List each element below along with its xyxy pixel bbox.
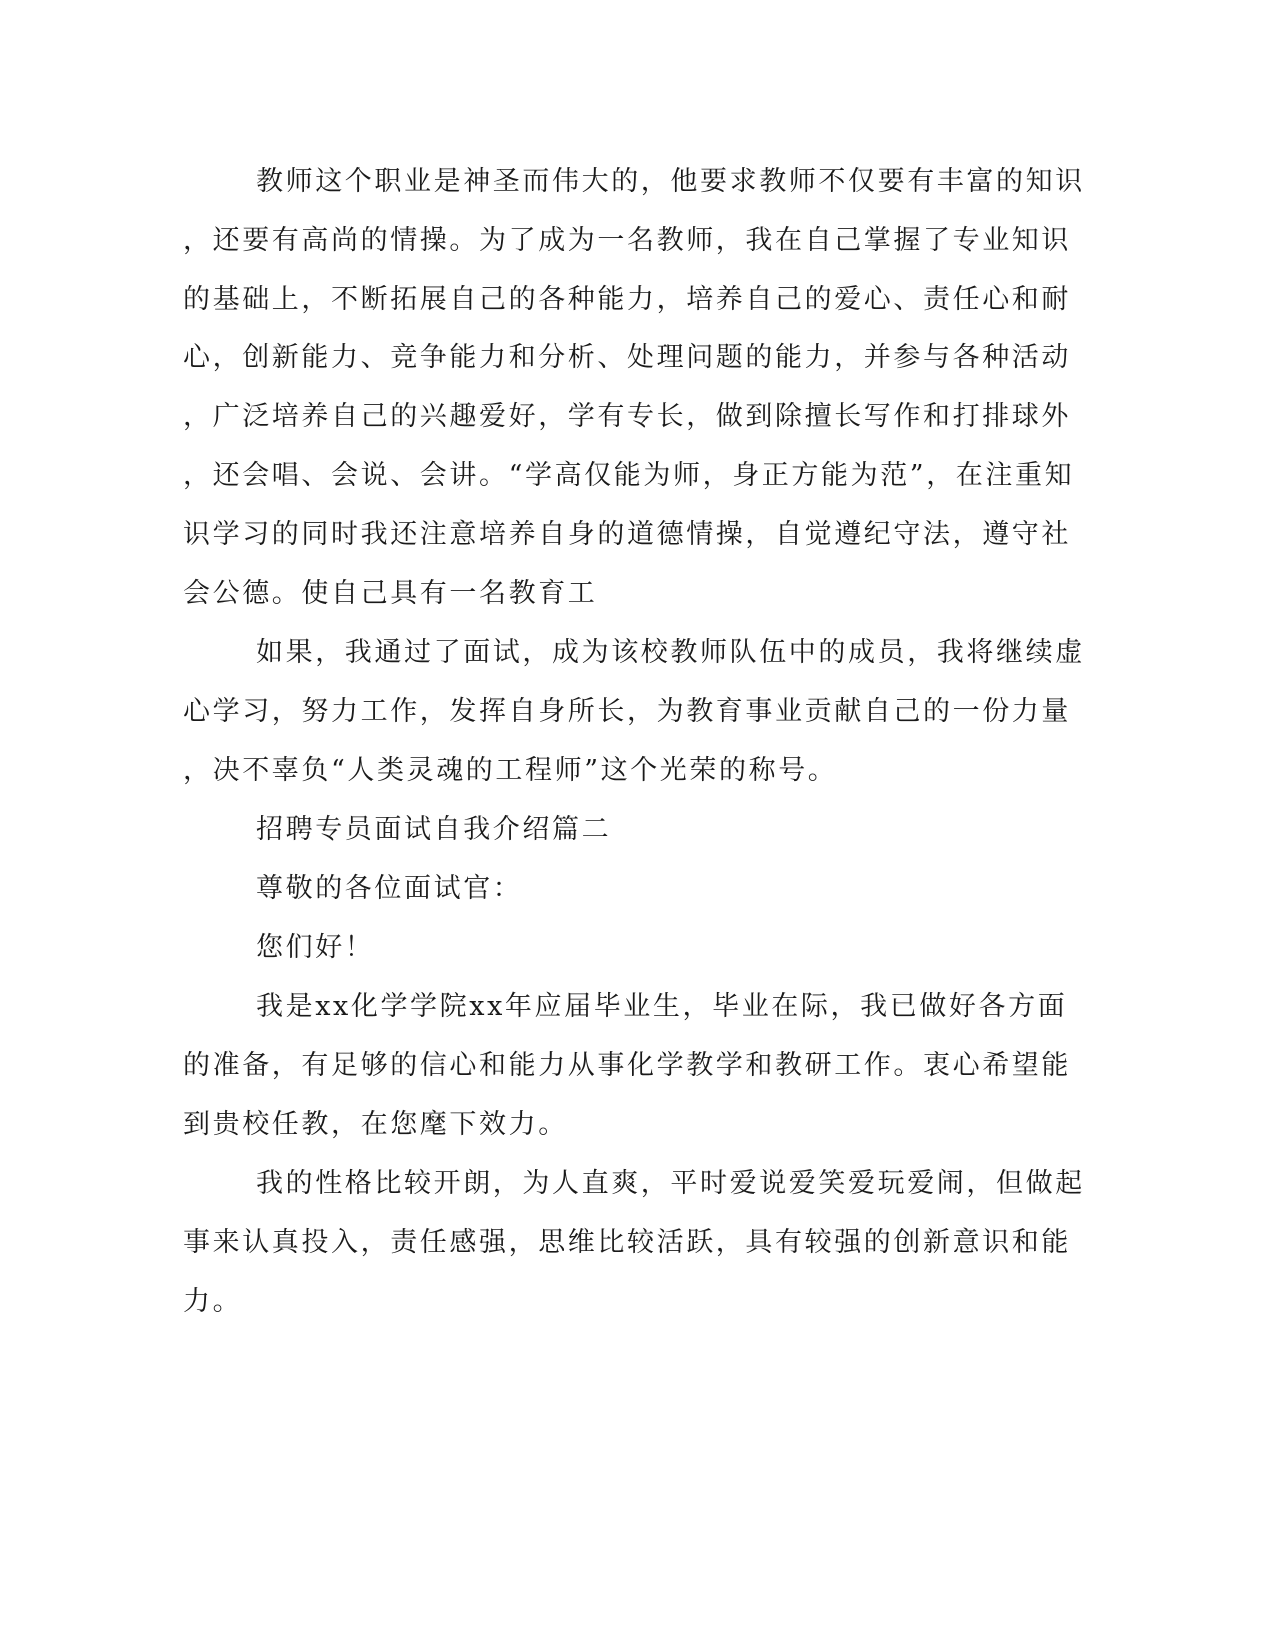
paragraph-4-line-2: 事来认真投入，责任感强，思维比较活跃，具有较强的创新意识和能: [183, 1227, 1071, 1258]
paragraph-3-line-2: 的准备，有足够的信心和能力从事化学教学和教研工作。衷心希望能: [183, 1050, 1071, 1081]
paragraph-1-line-1: 教师这个职业是神圣而伟大的，他要求教师不仅要有丰富的知识: [256, 166, 1085, 197]
paragraph-3-line-3: 到贵校任教，在您麾下效力。: [183, 1109, 568, 1140]
paragraph-4-line-3: 力。: [183, 1286, 243, 1317]
paragraph-1-line-3: 的基础上，不断拓展自己的各种能力，培养自己的爱心、责任心和耐: [183, 284, 1071, 315]
paragraph-3-line-1: 我是xx化学学院xx年应届毕业生，毕业在际，我已做好各方面: [256, 991, 1068, 1022]
paragraph-1-line-7: 识学习的同时我还注意培养自身的道德情操，自觉遵纪守法，遵守社: [183, 519, 1071, 550]
paragraph-1-line-6: ，还会唱、会说、会讲。“学高仅能为师，身正方能为范”，在注重知: [183, 460, 1075, 491]
paragraph-2-line-2: 心学习，努力工作，发挥自身所长，为教育事业贡献自己的一份力量: [183, 696, 1071, 727]
paragraph-4-line-1: 我的性格比较开朗，为人直爽，平时爱说爱笑爱玩爱闹，但做起: [256, 1168, 1085, 1199]
paragraph-1-line-5: ，广泛培养自己的兴趣爱好，学有专长，做到除擅长写作和打排球外: [183, 401, 1071, 432]
paragraph-1-line-8: 会公德。使自己具有一名教育工: [183, 578, 598, 609]
greeting: 您们好！: [256, 932, 375, 963]
paragraph-1-line-4: 心，创新能力、竞争能力和分析、处理问题的能力，并参与各种活动: [183, 342, 1071, 373]
paragraph-2-line-1: 如果，我通过了面试，成为该校教师队伍中的成员，我将继续虚: [256, 637, 1085, 668]
salutation: 尊敬的各位面试官：: [256, 873, 523, 904]
paragraph-1-line-2: ，还要有高尚的情操。为了成为一名教师，我在自己掌握了专业知识: [183, 225, 1071, 256]
section-heading: 招聘专员面试自我介绍篇二: [256, 814, 612, 845]
paragraph-2-line-3: ，决不辜负“人类灵魂的工程师”这个光荣的称号。: [183, 755, 838, 786]
